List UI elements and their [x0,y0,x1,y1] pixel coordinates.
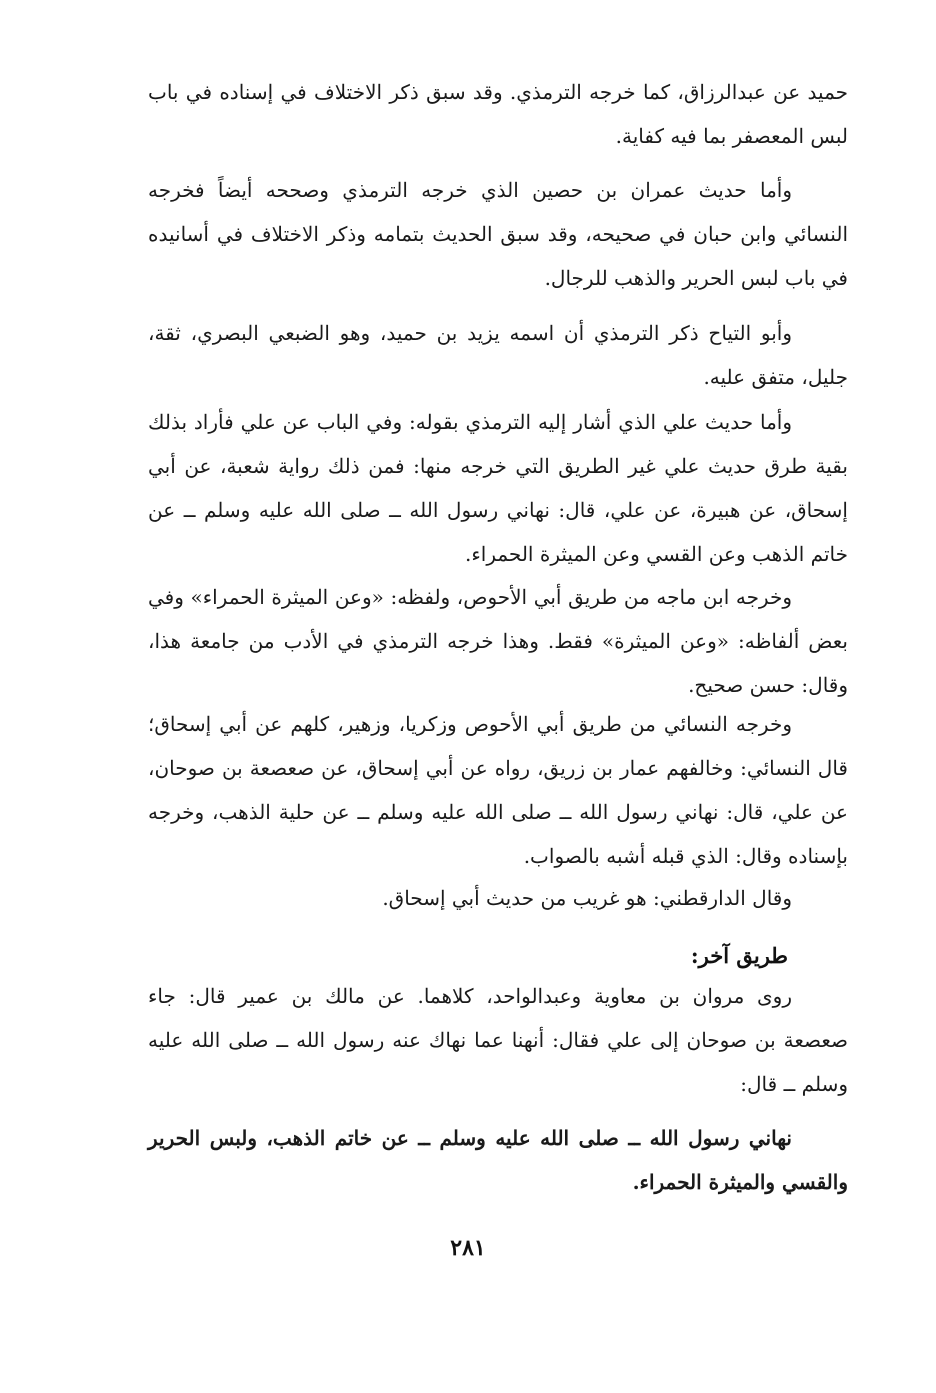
hadith-quote: نهاني رسول الله ــ صلى الله عليه وسلم ــ عن خاتم الذهب، ولبس الحرير والقسي والميثرة الحمراء. [148,1126,848,1194]
page-number: ٢٨١ [450,1235,486,1261]
paragraph-after-heading: روى مروان بن معاوية وعبدالواحد، كلاهما. عن مالك بن عمير قال: جاء صعصعة بن صوحان إلى علي فقال: أنهنا عما نهاك عنه رسول الله ــ صلى الله عليه وسلم ــ قال: [148,984,848,1096]
paragraph-5: وخرجه ابن ماجه من طريق أبي الأحوص، ولفظه: «وعن الميثرة الحمراء» وفي بعض ألفاظه: «وعن الميثرة» فقط. وهذا خرجه الترمذي في الأدب من جامعة هذا، وقال: حسن صحيح. [148,585,848,697]
paragraph-6: وخرجه النسائي من طريق أبي الأحوص وزكريا، وزهير، كلهم عن أبي إسحاق؛ قال النسائي: وخالفهم عمار بن زريق، رواه عن أبي إسحاق، عن صعصعة بن صوحان، عن علي، قال: نهاني رسول الله ــ صلى الله عليه وسلم ــ عن حلية الذهب، وخرجه بإسناده وقال: الذي قبله أشبه بالصواب. [148,712,848,868]
paragraph-4: وأما حديث علي الذي أشار إليه الترمذي بقوله: وفي الباب عن علي فأراد بذلك بقية طرق حديث علي غير الطريق التي خرجه منها: فمن ذلك رواية شعبة، عن أبي إسحاق، عن هبيرة، عن علي، قال: نهاني رسول الله ــ صلى الله عليه وسلم ــ عن خاتم الذهب وعن القسي وعن الميثرة الحمراء. [148,410,848,566]
paragraph-3: وأبو التياح ذكر الترمذي أن اسمه يزيد بن حميد، وهو الضبعي البصري، ثقة، جليل، متفق عليه. [148,321,848,389]
paragraph-2: وأما حديث عمران بن حصين الذي خرجه الترمذي وصححه أيضاً فخرجه النسائي وابن حبان في صحيحه، وقد سبق الحديث بتمامه وذكر الاختلاف في أسانيده في باب لبس الحرير والذهب للرجال. [148,178,848,290]
paragraph-7: وقال الدارقطني: هو غريب من حديث أبي إسحاق. [382,886,792,910]
section-heading: طريق آخر: [690,943,788,968]
paragraph-1: حميد عن عبدالرزاق، كما خرجه الترمذي. وقد سبق ذكر الاختلاف في إسناده في باب لبس المعصفر بما فيه كفاية. [148,80,848,148]
